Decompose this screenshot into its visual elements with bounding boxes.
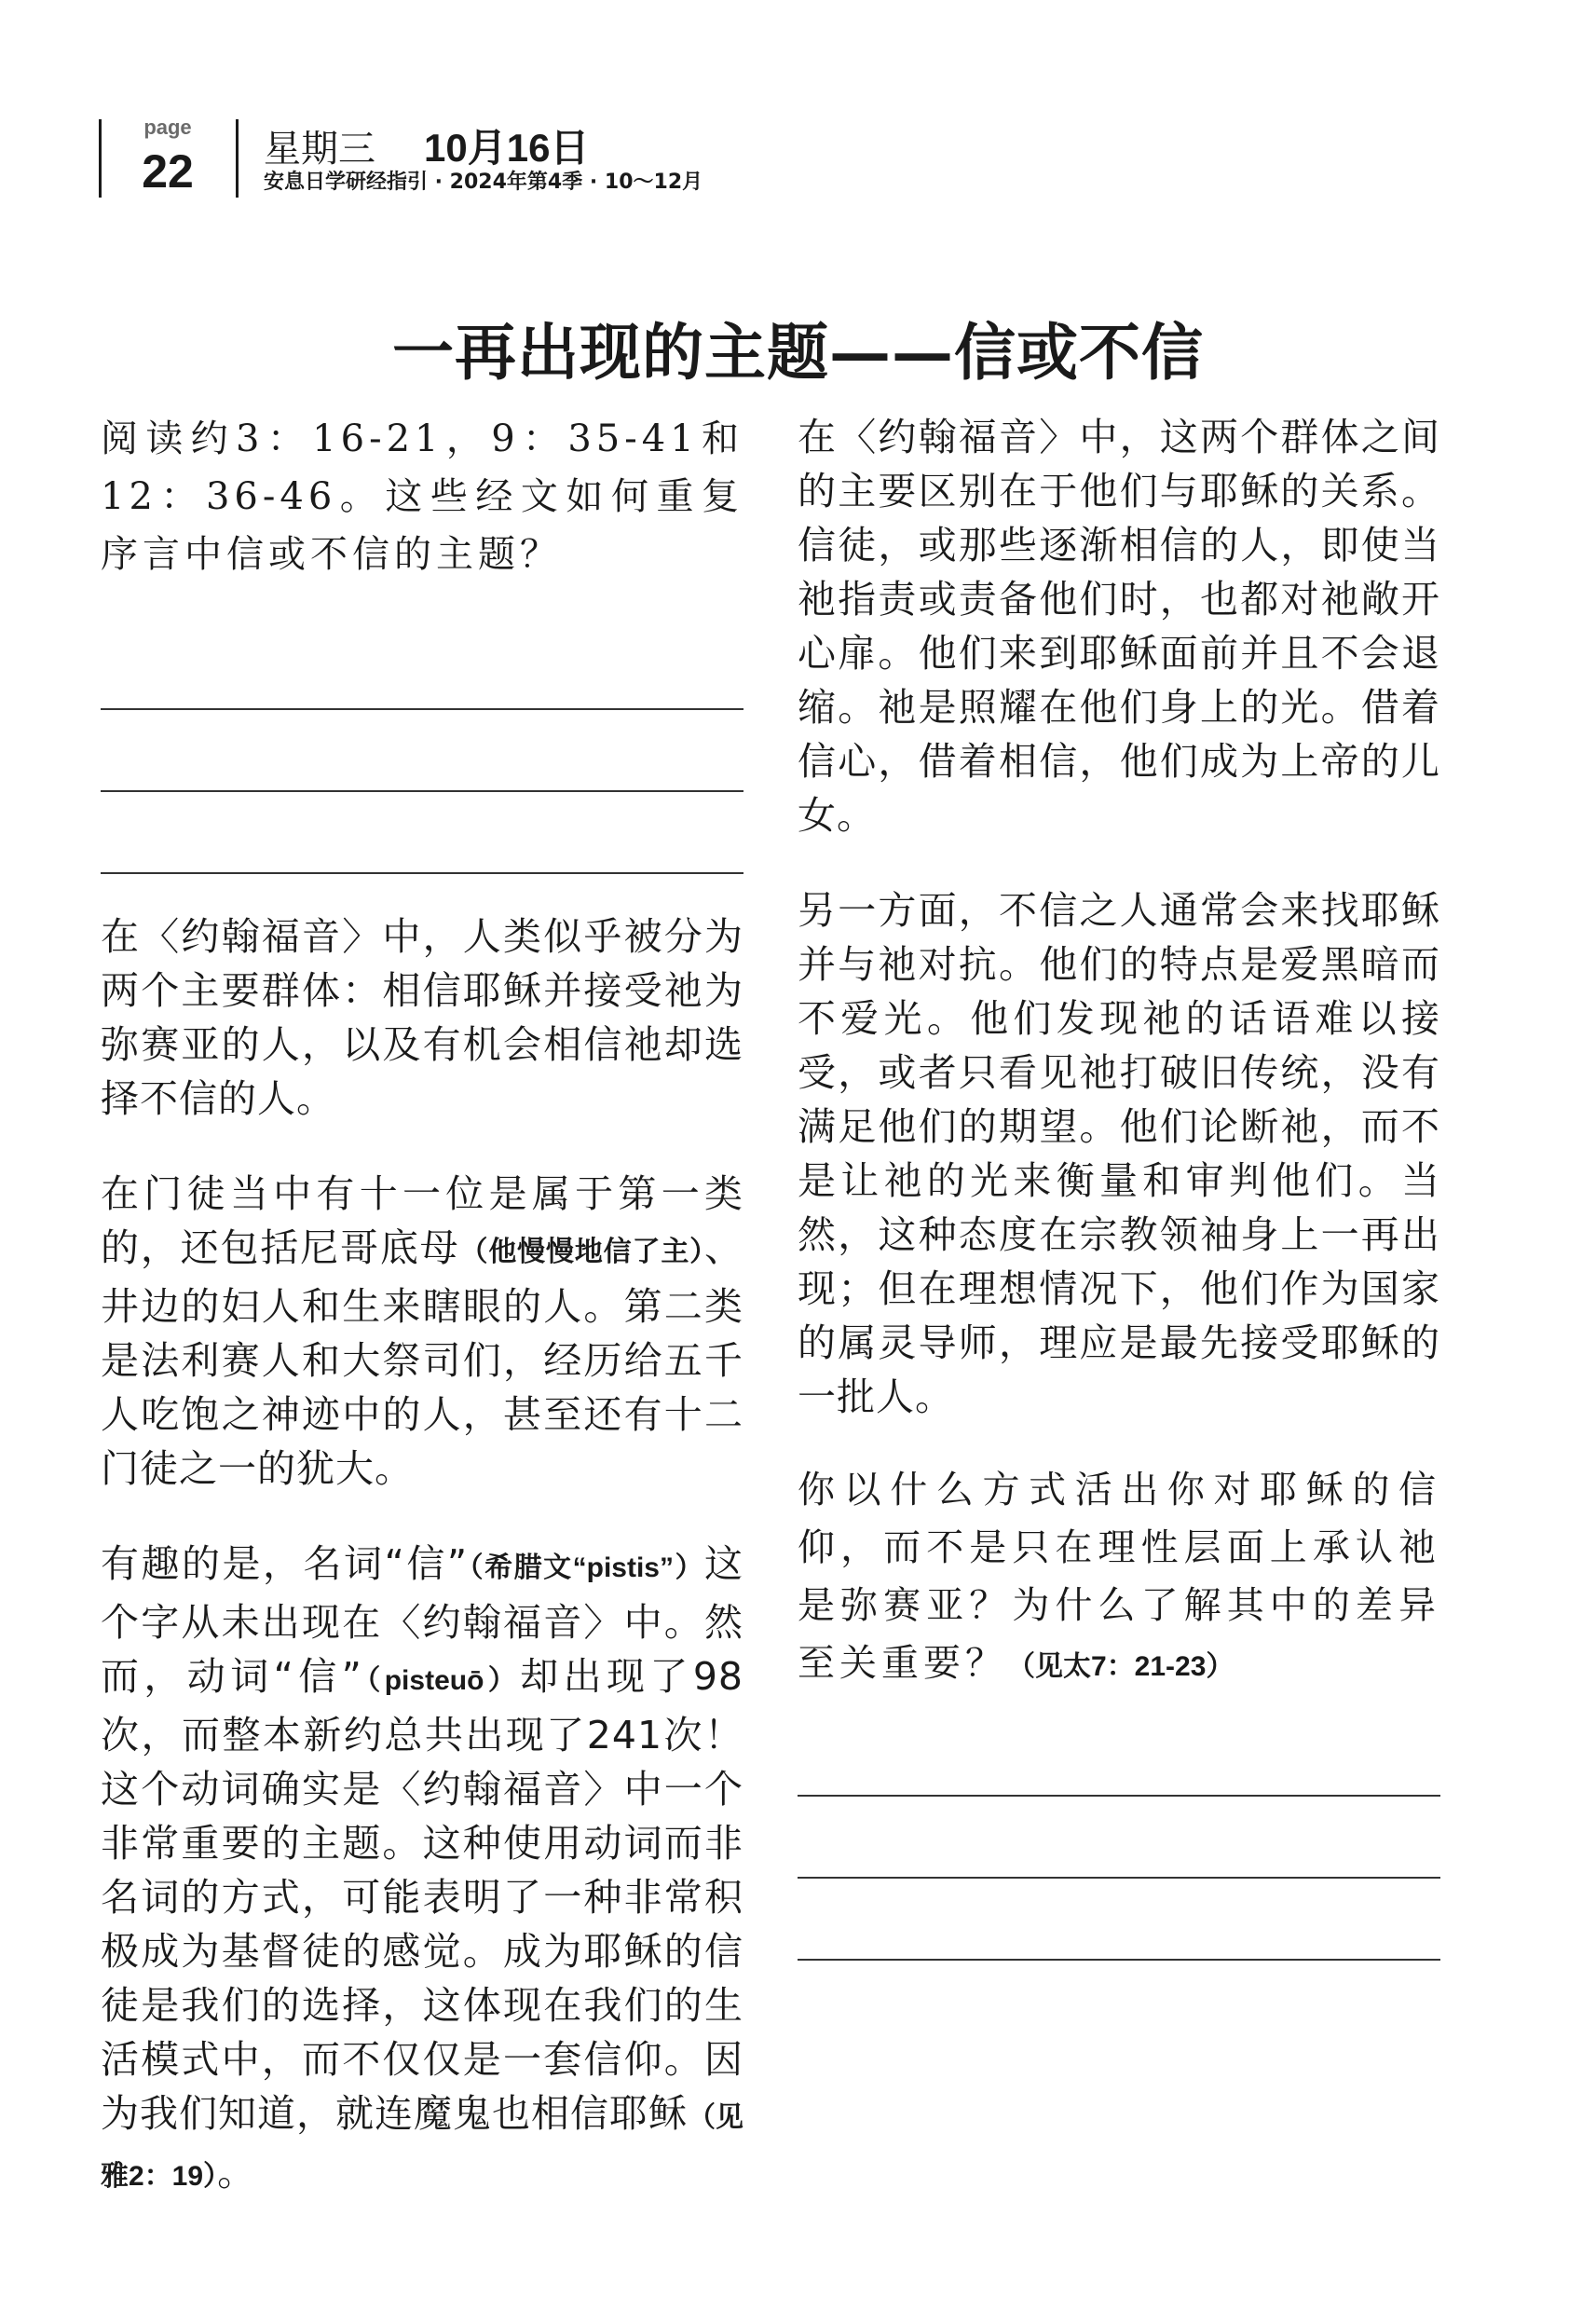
answer-line	[101, 628, 743, 710]
paragraph-text: 有趣的是，名词“信”	[101, 1541, 469, 1586]
paragraph-text: 在门徒当中有十一位是属于第一类的，还包括尼哥底母	[101, 1171, 743, 1270]
answer-line	[101, 710, 743, 792]
header-subtitle: 安息日学研经指引 · 2024年第4季 · 10～12月	[264, 171, 703, 194]
answer-lines-right	[798, 1715, 1440, 1961]
paragraph-text: 这个字从未出现在〈约翰福音〉中。然而，动词“信”	[101, 1541, 744, 1699]
paragraph-text: 、井边的妇人和生来瞎眼的人。第二类是法利赛人和大祭司们，经历给五千人吃饱之神迹中的人，甚至还有十二门徒之一的犹大。	[101, 1225, 743, 1491]
paragraph	[101, 1167, 743, 1496]
header-divider-left	[99, 119, 102, 198]
weekday: 星期三	[264, 128, 375, 171]
answer-line	[798, 1715, 1440, 1797]
answer-lines-left	[101, 628, 743, 874]
inline-note: （希腊文“pistis”）	[468, 1552, 705, 1583]
paragraph-text: 。	[217, 2150, 257, 2195]
date: 10月16日	[424, 126, 590, 170]
inline-note: （pisteuō）	[361, 1665, 521, 1696]
page-label: page	[143, 116, 192, 139]
answer-line	[798, 1879, 1440, 1961]
paragraph: 另一方面，不信之人通常会来找耶稣并与祂对抗。他们的特点是爱黑暗而不爱光。他们发现祂的话语难以接受，或者只看见祂打破旧传统，没有满足他们的期望。他们论断祂，而不是让祂的光来衡量和审判他们。当然，这种态度在宗教领袖身上一再出现；但在理想情况下，他们作为国家的属灵导师，理应是最先接受耶稣的一批人。	[798, 888, 1440, 1419]
answer-line	[101, 792, 743, 874]
paragraph: 在〈约翰福音〉中，人类似乎被分为两个主要群体：相信耶稣并接受祂为弥赛亚的人，以及有机会相信祂却选择不信的人。	[101, 914, 743, 1121]
left-column	[101, 410, 743, 2245]
page-number: 22	[142, 145, 194, 198]
question-text: 你以什么方式活出你对耶稣的信仰，而不是只在理性层面上承认祂是弥赛亚？为什么了解其中的差异至关重要？	[798, 1469, 1440, 1685]
answer-line	[798, 1797, 1440, 1879]
page-header	[0, 0, 1596, 214]
scripture-reference: （见太7：21-23）	[1007, 1651, 1235, 1682]
paragraph-text: 却出现了98次，而整本新约总共出现了241次！这个动词确实是〈约翰福音〉中一个非常重要的主题。这种使用动词而非名词的方式，可能表明了一种非常积极成为基督徒的感觉。成为耶稣的信徒是我们的选择，这体现在我们的生活模式中，而不仅仅是一套信仰。因为我们知道，就连魔鬼也相信耶稣	[101, 1654, 744, 2136]
paragraph: 在〈约翰福音〉中，这两个群体之间的主要区别在于他们与耶稣的关系。信徒，或那些逐渐相信的人，即使当祂指责或责备他们时，也都对祂敞开心扉。他们来到耶稣面前并且不会退缩。祂是照耀在他们身上的光。借着信心，借着相信，他们成为上帝的儿女。	[798, 415, 1440, 838]
header-divider-right	[236, 119, 239, 198]
inline-note: （他慢慢地信了主）	[459, 1237, 704, 1267]
right-column	[798, 410, 1440, 1961]
study-question: 阅读约3：16-21，9：35-41和12：36-46。这些经文如何重复序言中信或不信的主题？	[101, 417, 743, 576]
paragraph	[101, 1537, 743, 2204]
scripture-reference: （见雅2：19）	[101, 2102, 743, 2192]
lesson-title: 一再出现的主题——信或不信	[392, 316, 1204, 389]
reflection-question	[798, 1461, 1440, 1696]
